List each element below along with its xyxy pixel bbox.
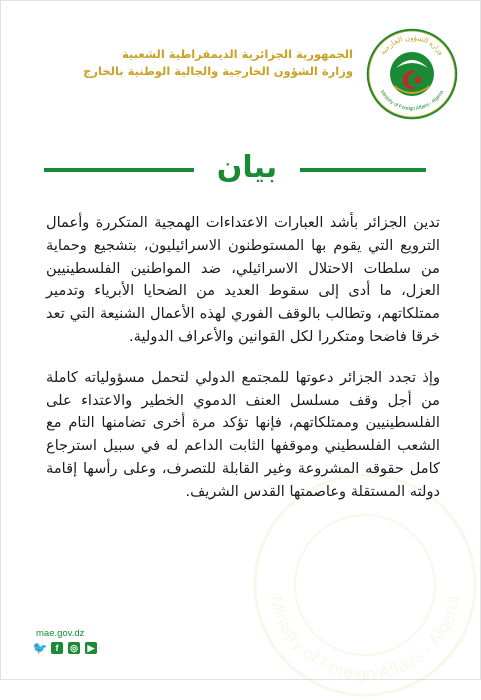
instagram-icon[interactable]: ◎ [68, 642, 80, 654]
watermark-emblem [250, 470, 480, 700]
social-icons [34, 642, 97, 654]
header-line-republic: الجمهورية الجزائرية الديمقراطية الشعبية [121, 47, 353, 61]
svg-text:Ministry of Foreign Affairs -: Ministry of Foreign Affairs - Algeria [378, 89, 446, 113]
title-divider-left [44, 168, 194, 172]
statement-body [46, 212, 440, 504]
title-row [0, 148, 481, 188]
ministry-emblem-icon [366, 28, 458, 120]
document-title: بيان [216, 150, 278, 185]
twitter-icon[interactable]: 🐦 [32, 641, 48, 655]
title-divider-right [300, 168, 426, 172]
youtube-icon[interactable]: ▶ [85, 642, 97, 654]
header-text [83, 46, 353, 80]
statement-paragraph-2: وإذ تجدد الجزائر دعوتها للمجتمع الدولي لتحمل مسؤولياته كاملة من أجل وقف مسلسل العنف الدموي الخطير والاعتداء على الفلسطينيين وممتلكاتهم، فإنها تؤكد مرة أخرى تضامنها التام مع الشعب الفلسطيني وموقفها الثابت الداعم له في سبيل استرجاع كامل حقوقه المشروعة وغير القابلة للتصرف، وعلى رأسها إقامة دولته المستقلة وعاصمتها القدس الشريف. [46, 368, 440, 500]
watermark-text: Ministry of Foreign Affairs - Algeria [266, 593, 464, 685]
facebook-icon[interactable]: f [51, 642, 63, 654]
statement-paragraph-1: تدين الجزائر بأشد العبارات الاعتداءات الهمجية المتكررة وأعمال الترويع التي يقوم بها المستوطنون الاسرائيليون، بتشجيع وحماية من سلطات الاحتلال الاسرائيلي، ضد المواطنين الفلسطينيين العزل، ما أدى إلى سقوط العديد من الضحايا الأبرياء وتدمير ممتلكاتهم، وتطالب بالوقف الفوري لهذه الأعمال الشنيعة التي تعد خرقا فاضحا ومتكررا لكل القوانين والأعراف الدولية. [46, 214, 440, 345]
header-line-ministry: وزارة الشؤون الخارجية والجالية الوطنية بالخارج [83, 64, 353, 78]
svg-text:وزارة الشؤون الخارجية: وزارة الشؤون الخارجية [378, 33, 446, 57]
website-link[interactable]: mae.gov.dz [36, 628, 85, 639]
